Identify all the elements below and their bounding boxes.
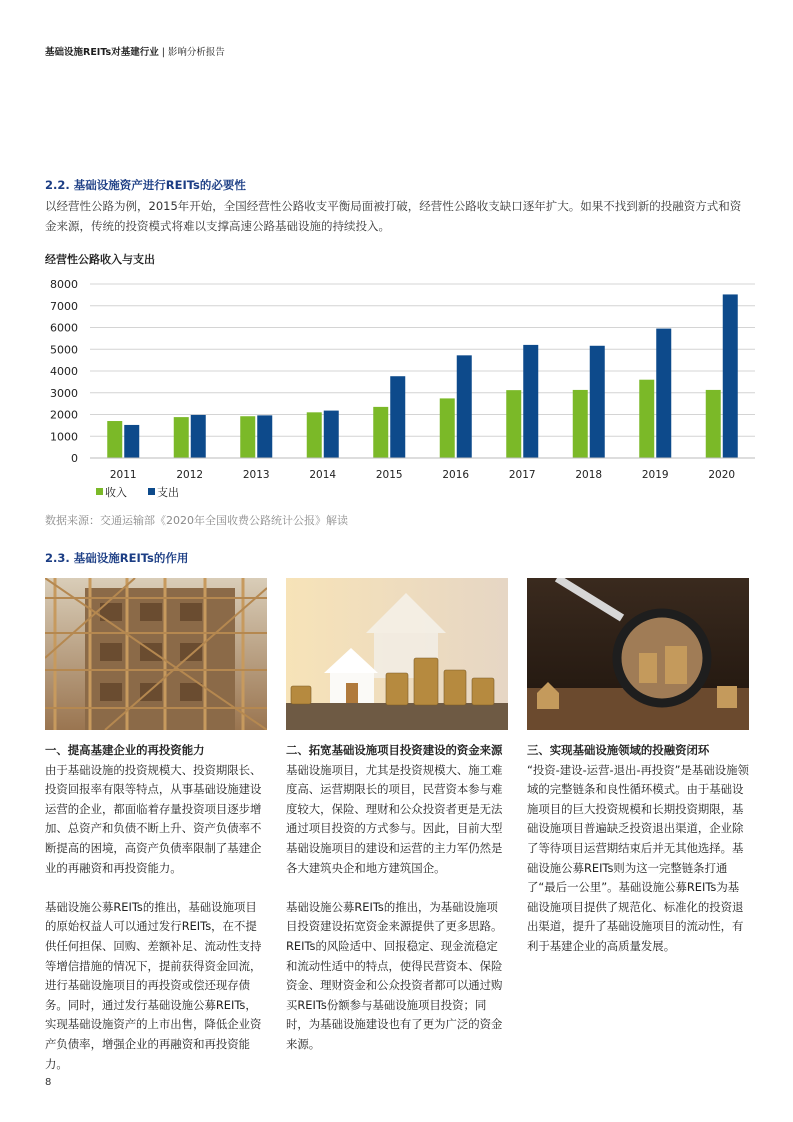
y-tick-label: 7000 (50, 299, 78, 313)
report-title: 基础设施REITs对基建行业 (45, 47, 159, 58)
x-tick-label: 2018 (575, 469, 603, 481)
column-funding-sources (286, 741, 508, 1055)
y-tick-label: 6000 (50, 321, 78, 335)
column-reinvestment (45, 741, 267, 1074)
y-tick-label: 2000 (50, 408, 78, 422)
y-tick-label: 0 (71, 452, 78, 465)
bar-income-2019 (639, 380, 654, 458)
column-1-heading: 一、提高基建企业的再投资能力 (45, 743, 205, 757)
column-3-paragraph-1: “投资-建设-运营-退出-再投资”是基础设施领域的完整链条和良性循环模式。由于基础设施项目的巨大投资规模和长期投资期限，基础设施项目普遍缺乏投资退出渠道，企业除了等待项目运营期结束后并无其他选择。基础设施公募REITs则为这一完整链条打通了“最后一公里”。基础设施公募REITs为基础设施项目提供了规范化、标准化的投资退出渠道，提升了基础设施项目的流动性，有利于基建企业的高质量发展。 (527, 762, 749, 953)
bar-expense-2020 (723, 294, 738, 458)
header-separator: | (161, 47, 165, 58)
bar-income-2012 (174, 417, 189, 458)
y-tick-label: 8000 (50, 278, 78, 291)
x-tick-label: 2020 (708, 469, 736, 481)
bar-expense-2019 (656, 329, 671, 458)
x-tick-label: 2016 (442, 469, 470, 481)
bar-income-2014 (307, 412, 322, 458)
x-tick-label: 2015 (375, 469, 403, 481)
chart-title: 经营性公路收入与支出 (45, 253, 155, 266)
bar-income-2016 (440, 398, 455, 458)
section-2-2-body: 以经营性公路为例，2015年开始，全国经营性公路收支平衡局面被打破，经营性公路收支缺口逐年扩大。如果不找到新的投融资方式和资金来源，传统的投资模式将难以支撑高速公路基础设施的持续投入。 (45, 199, 742, 233)
legend-swatch-income (96, 488, 103, 495)
column-1-paragraph-2: 基础设施公募REITs的推出，基础设施项目的原始权益人可以通过发行REITs，在不提供任何担保、回购、差额补足、流动性支持等增信措施的情况下，提前获得资金回流，进行基础设施项目的再投资或偿还现存债务。同时，通过发行基础设施公募REITs，实现基础设施资产的上市出售，降低企业资产负债率，增强企业的再融资和再投资能力。 (45, 899, 262, 1071)
section-2-3-title: 2.3. 基础设施REITs的作用 (45, 551, 189, 565)
bar-income-2017 (506, 390, 521, 458)
y-tick-label: 4000 (50, 365, 78, 378)
magnifier-houses-photo (527, 578, 749, 730)
chart-source-note: 数据来源：交通运输部《2020年全国收费公路统计公报》解读 (45, 514, 348, 527)
x-tick-label: 2014 (309, 469, 337, 481)
column-2-paragraph-1: 基础设施项目，尤其是投资规模大、施工难度高、运营期限长的项目，民营资本参与难度较大，保险、理财和公众投资者更是无法通过项目投资的方式参与。因此，目前大型基础设施项目的建设和运营的主力军仍然是各大建筑央企和地方建筑国企。 (286, 762, 503, 875)
x-tick-label: 2013 (242, 469, 270, 481)
bar-expense-2017 (523, 345, 538, 458)
bar-income-2020 (706, 390, 721, 458)
column-investment-loop (527, 741, 749, 957)
bar-income-2011 (107, 421, 122, 458)
bar-income-2013 (240, 416, 255, 458)
legend-label-income: 收入 (105, 486, 127, 499)
house-coins-photo (286, 578, 508, 730)
page-number: 8 (45, 1077, 52, 1088)
y-tick-label: 3000 (50, 386, 78, 400)
bar-income-2015 (373, 407, 388, 458)
column-2-heading: 二、拓宽基础设施项目投资建设的资金来源 (286, 743, 503, 757)
x-tick-label: 2017 (508, 469, 536, 481)
column-1-paragraph-1: 由于基础设施的投资规模大、投资期限长、投资回报率有限等特点，从事基础设施建设运营的企业，都面临着存量投资项目逐步增加、总资产和负债不断上升、资产负债率不断提高的困境，高资产负债率限制了基建企业的再融资和再投资能力。 (45, 762, 262, 875)
y-tick-label: 5000 (50, 343, 78, 357)
column-2-paragraph-2: 基础设施公募REITs的推出，为基础设施项目投资建设拓宽资金来源提供了更多思路。REITs的风险适中、回报稳定、现金流稳定和流动性适中的特点，使得民营资本、保险资金、理财资金和公众投资者都可以通过购买REITs份额参与基础设施项目投资；同时，为基础设施建设也有了更为广泛的资金来源。 (286, 899, 503, 1051)
legend-swatch-expense (148, 488, 155, 495)
bar-expense-2016 (457, 355, 472, 458)
bar-expense-2014 (324, 411, 339, 458)
bar-expense-2012 (191, 415, 206, 458)
x-tick-label: 2019 (641, 469, 669, 481)
x-tick-label: 2012 (176, 469, 204, 481)
bar-expense-2015 (390, 376, 405, 458)
report-subtitle: 影响分析报告 (167, 47, 225, 58)
bar-expense-2018 (590, 346, 605, 458)
column-3-heading: 三、实现基础设施领域的投融资闭环 (527, 743, 710, 757)
scaffolding-construction-photo (45, 578, 267, 730)
y-tick-label: 1000 (50, 430, 78, 444)
section-2-2-title: 2.2. 基础设施资产进行REITs的必要性 (45, 178, 246, 192)
bar-income-2018 (573, 390, 588, 458)
legend-label-expense: 支出 (157, 486, 179, 499)
bar-expense-2011 (124, 425, 139, 458)
report-header (45, 44, 225, 58)
x-tick-label: 2011 (109, 469, 137, 481)
revenue-expense-bar-chart (40, 272, 760, 507)
bar-expense-2013 (257, 415, 272, 458)
